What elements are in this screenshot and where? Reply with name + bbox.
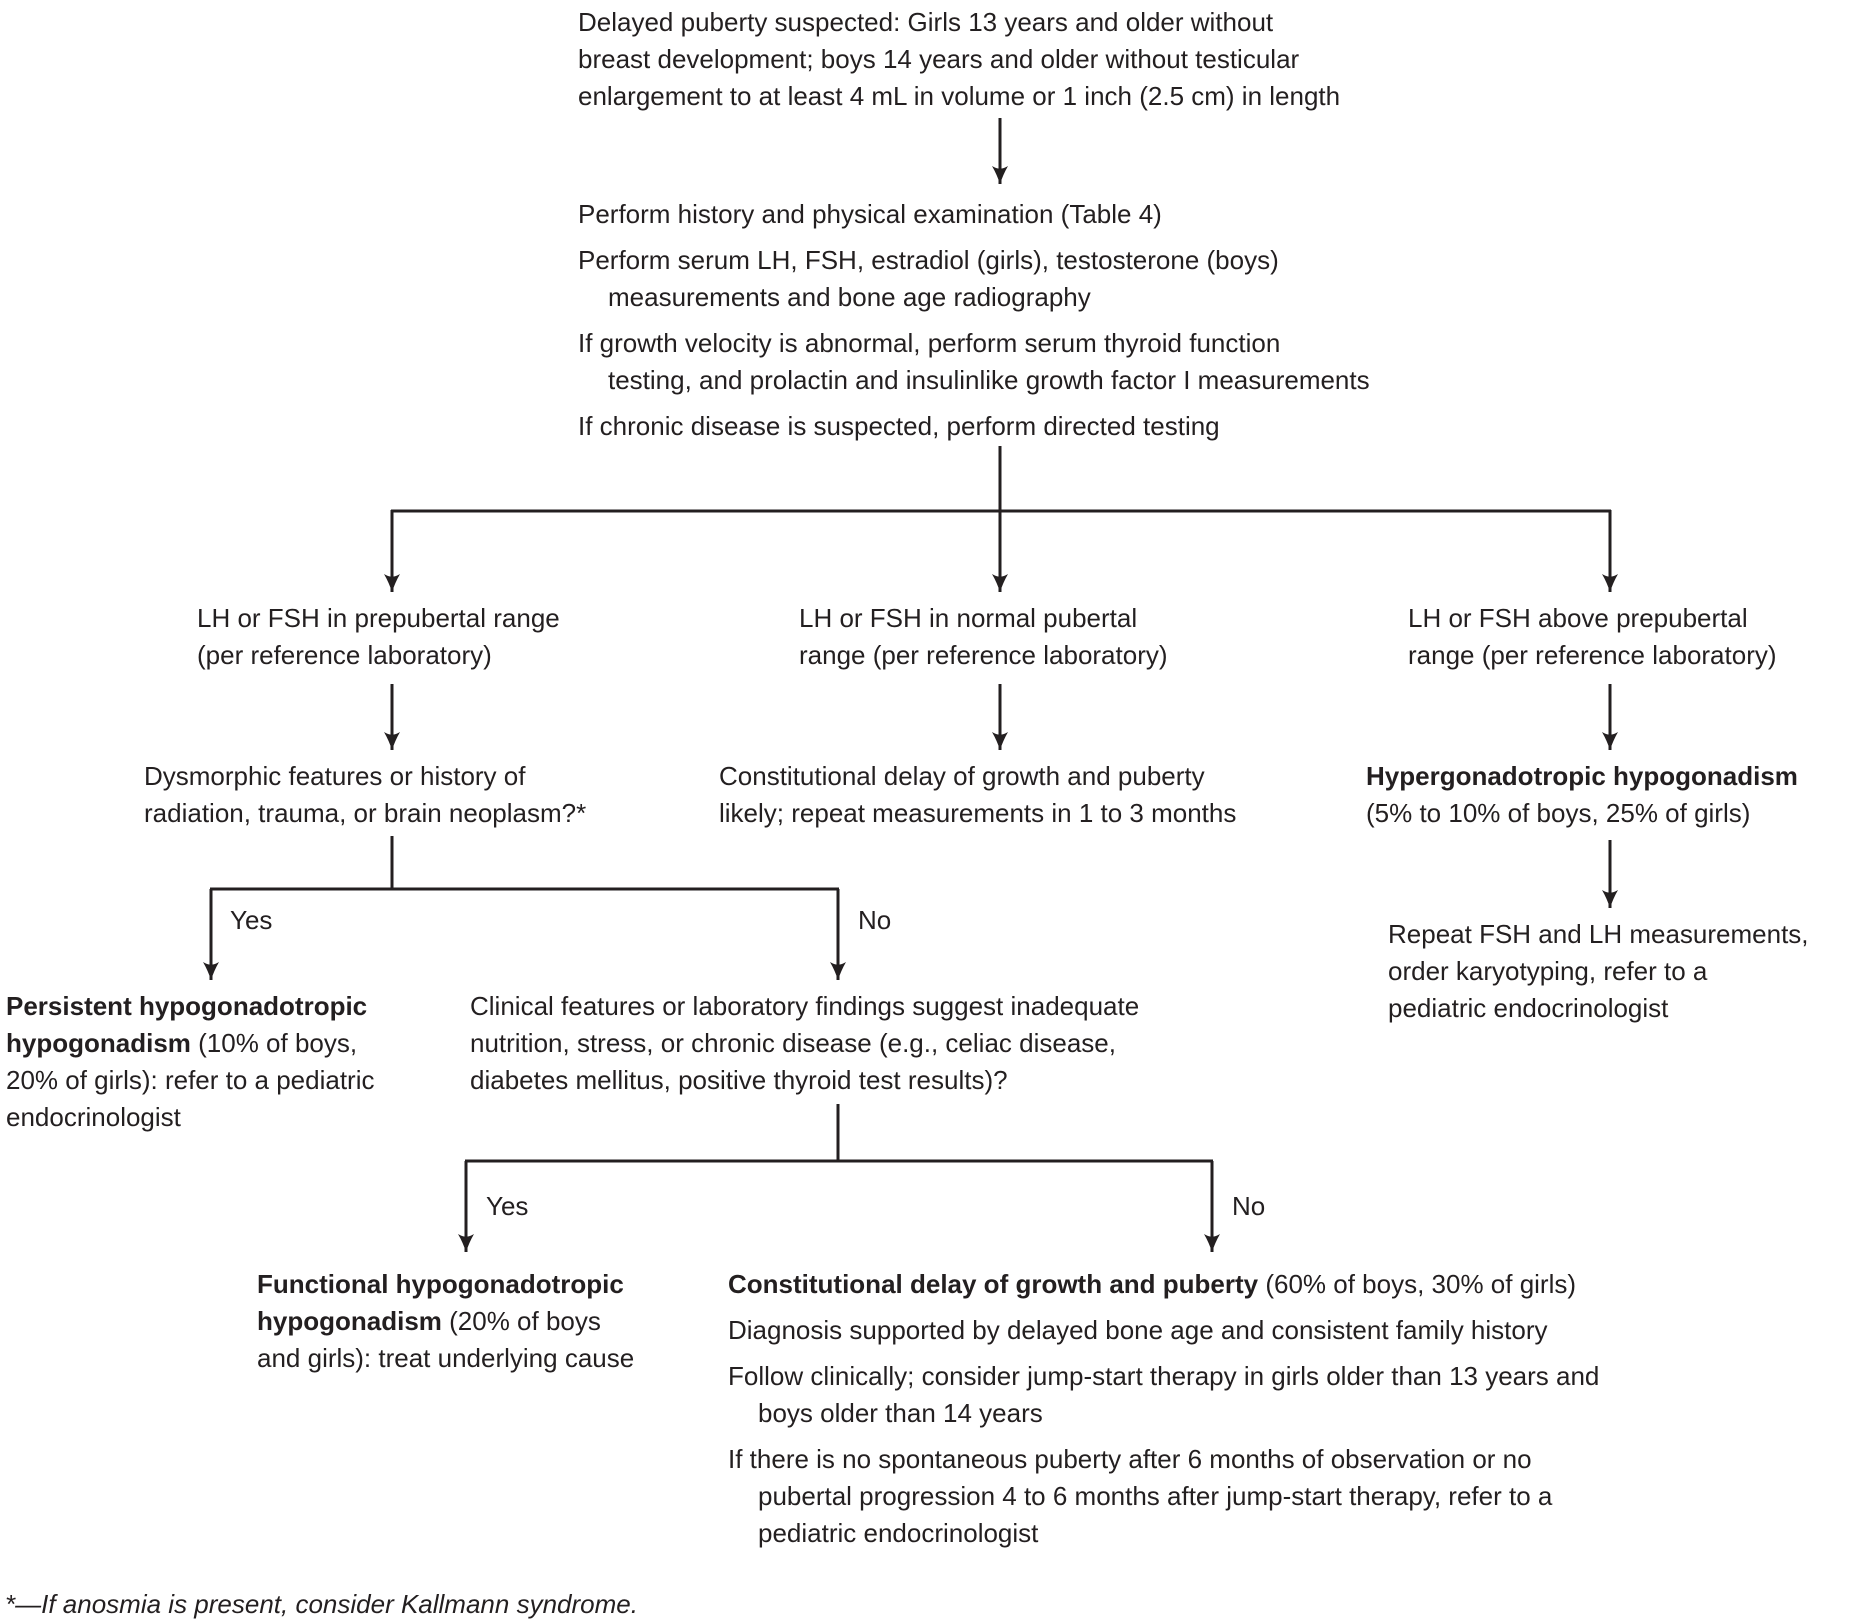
text-line: range (per reference laboratory) — [1408, 640, 1777, 670]
text-line: radiation, trauma, or brain neoplasm?* — [144, 798, 587, 828]
dysmorphic-question-node — [144, 758, 586, 832]
split-dysmorphic-yes-no — [210, 836, 839, 980]
text-line: Functional hypogonadotropic — [257, 1269, 624, 1299]
text-line: Repeat FSH and LH measurements, — [1388, 919, 1809, 949]
cdgp-likely-node — [719, 758, 1236, 832]
functional-hypogonadism-node — [257, 1266, 634, 1377]
text-line: measurements and bone age radiography — [608, 282, 1091, 312]
text-line: (per reference laboratory) — [197, 640, 492, 670]
text-line: If growth velocity is abnormal, perform serum thyroid function — [578, 328, 1281, 358]
text-line: LH or FSH above prepubertal — [1408, 603, 1748, 633]
text-line: nutrition, stress, or chronic disease (e.g., celiac disease, — [470, 1028, 1116, 1058]
text-line: Persistent hypogonadotropic — [6, 991, 368, 1021]
split-clinical-yes-no — [465, 1104, 1213, 1252]
text-line: Constitutional delay of growth and puberty (60% of boys, 30% of girls) — [728, 1269, 1577, 1299]
text-line: pubertal progression 4 to 6 months after jump-start therapy, refer to a — [758, 1481, 1553, 1511]
text-line: order karyotyping, refer to a — [1388, 956, 1708, 986]
text-line: boys older than 14 years — [758, 1398, 1043, 1428]
text-line: LH or FSH in normal pubertal — [799, 603, 1138, 633]
yes-label-2: Yes — [486, 1191, 529, 1221]
text-line: Clinical features or laboratory findings suggest inadequate — [470, 991, 1140, 1021]
text-line: diabetes mellitus, positive thyroid test results)? — [470, 1065, 1008, 1095]
arrows-row1-to-row2 — [392, 684, 1610, 750]
footnote-kallmann: *—If anosmia is present, consider Kallmann syndrome. — [5, 1589, 638, 1619]
branch-normal-node — [799, 600, 1168, 674]
text-line: pediatric endocrinologist — [758, 1518, 1039, 1548]
branch-above-node — [1408, 600, 1777, 674]
branch-split-top — [391, 446, 1611, 592]
text-line: Follow clinically; consider jump-start therapy in girls older than 13 years and — [728, 1361, 1600, 1391]
text-line: Diagnosis supported by delayed bone age and consistent family history — [728, 1315, 1548, 1345]
text-line: breast development; boys 14 years and older without testicular — [578, 44, 1300, 74]
repeat-fsh-node — [1388, 916, 1809, 1027]
text-line: Hypergonadotropic hypogonadism — [1366, 761, 1798, 791]
yes-label-1: Yes — [230, 905, 273, 935]
persistent-hypogonadism-node — [6, 988, 375, 1136]
hypergonadotropic-node — [1366, 758, 1798, 832]
text-line: hypogonadism (10% of boys, — [6, 1028, 358, 1058]
text-line: LH or FSH in prepubertal range — [197, 603, 560, 633]
clinical-features-node — [470, 988, 1139, 1099]
no-label-2: No — [1232, 1191, 1266, 1221]
text-line: Delayed puberty suspected: Girls 13 years and older without — [578, 7, 1274, 37]
text-line: pediatric endocrinologist — [1388, 993, 1669, 1023]
cdgp-final-node — [728, 1266, 1599, 1552]
start-node — [578, 4, 1340, 115]
text-line: 20% of girls): refer to a pediatric — [6, 1065, 375, 1095]
text-line: Perform serum LH, FSH, estradiol (girls), testosterone (boys) — [578, 245, 1279, 275]
text-line: If there is no spontaneous puberty after 6 months of observation or no — [728, 1444, 1532, 1474]
text-line: Perform history and physical examination (Table 4) — [578, 199, 1162, 229]
text-line: Constitutional delay of growth and puberty — [719, 761, 1205, 791]
workup-node — [578, 196, 1370, 445]
text-line: enlargement to at least 4 mL in volume or 1 inch (2.5 cm) in length — [578, 81, 1341, 111]
text-line: testing, and prolactin and insulinlike growth factor I measurements — [608, 365, 1370, 395]
text-line: (5% to 10% of boys, 25% of girls) — [1366, 798, 1751, 828]
text-line: If chronic disease is suspected, perform directed testing — [578, 411, 1220, 441]
text-line: Dysmorphic features or history of — [144, 761, 526, 791]
text-line: endocrinologist — [6, 1102, 181, 1132]
text-line: likely; repeat measurements in 1 to 3 months — [719, 798, 1237, 828]
text-line: hypogonadism (20% of boys — [257, 1306, 601, 1336]
text-line: range (per reference laboratory) — [799, 640, 1168, 670]
branch-prepubertal-node — [197, 600, 560, 674]
no-label-1: No — [858, 905, 892, 935]
text-line: and girls): treat underlying cause — [257, 1343, 635, 1373]
